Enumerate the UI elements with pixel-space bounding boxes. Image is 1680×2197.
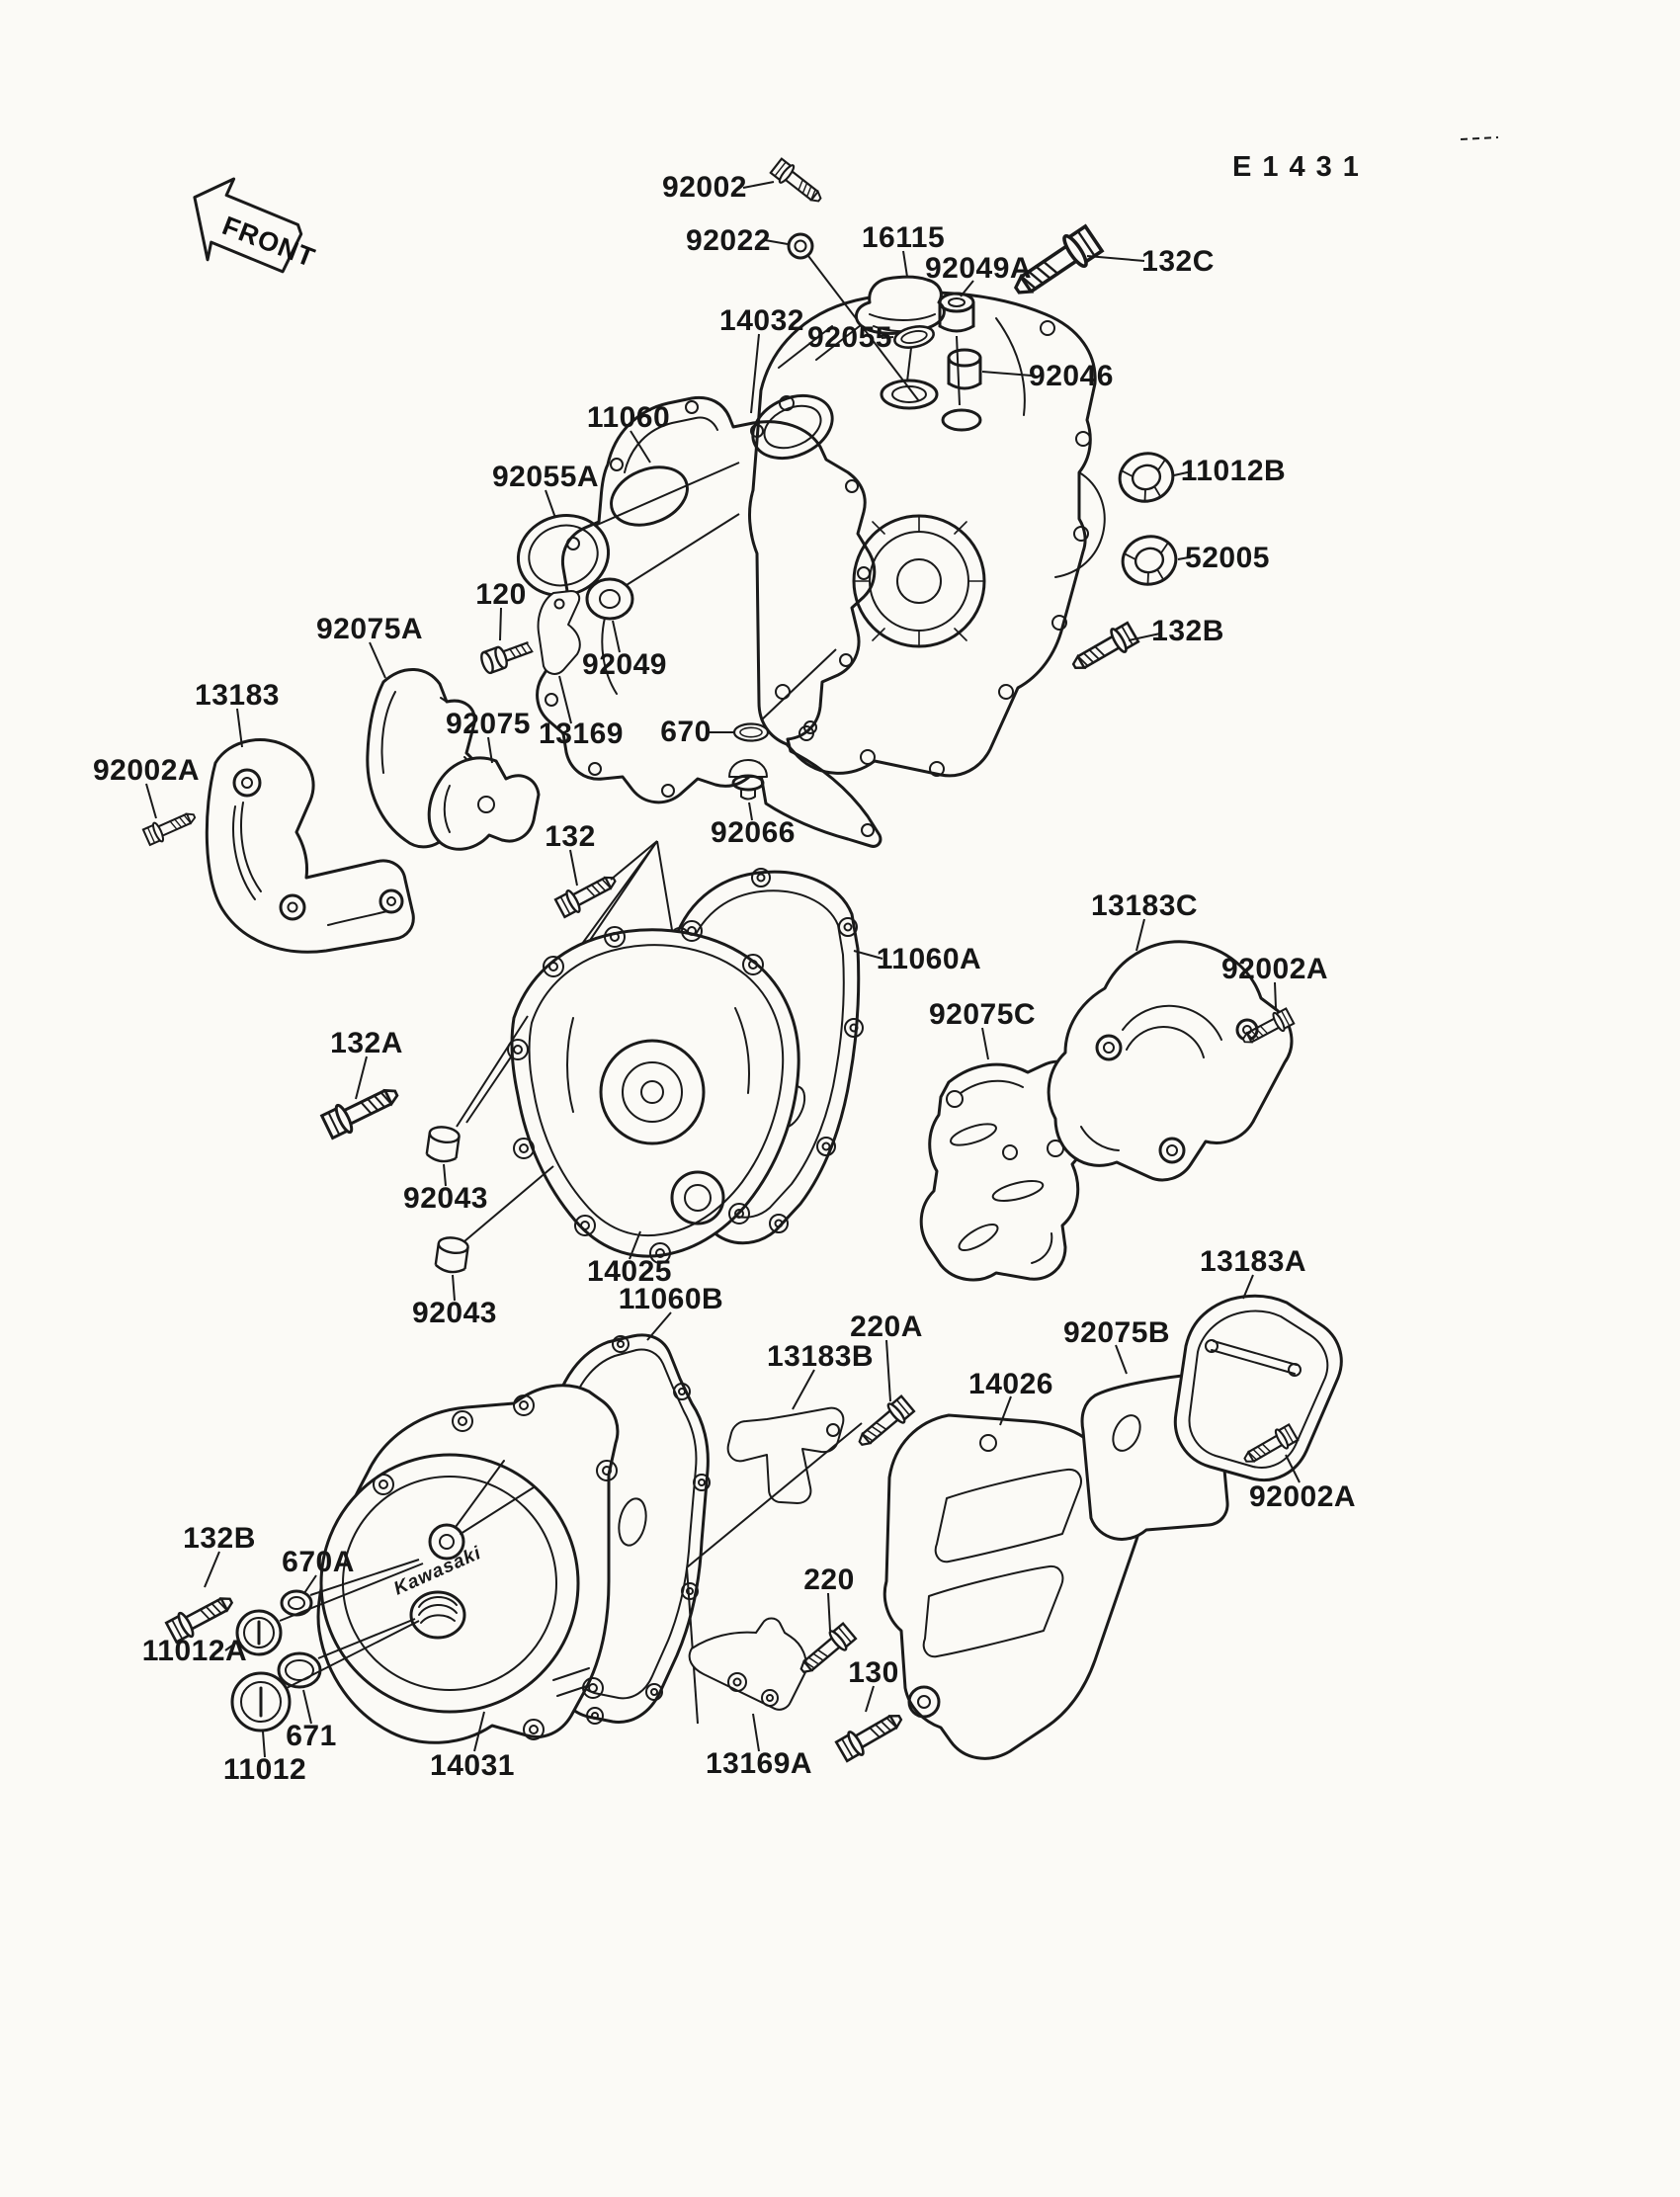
part-label-11012B: 11012B (1180, 455, 1287, 487)
part-label-14026: 14026 (968, 1368, 1053, 1400)
part-label-92002A-middle: 92002A (1220, 953, 1329, 985)
part-label-220: 220 (803, 1563, 855, 1596)
part-label-132B-bottom: 132B (183, 1522, 256, 1555)
part-label-132A: 132A (330, 1027, 403, 1059)
nut-92022 (789, 234, 812, 258)
part-label-670A: 670A (282, 1546, 355, 1578)
collar-92043-upper (426, 1126, 461, 1163)
part-label-130: 130 (848, 1656, 899, 1689)
front-label: FRONT (217, 211, 320, 274)
bolt-132A (321, 1080, 403, 1141)
front-direction-marker (178, 169, 331, 292)
bottom-cover-assembly (165, 1296, 1341, 1762)
part-label-16115: 16115 (861, 221, 946, 254)
part-label-11060A: 11060A (876, 943, 982, 975)
part-label-11060B: 11060B (618, 1283, 724, 1315)
cap-11012 (232, 1673, 290, 1731)
part-label-92075A: 92075A (315, 613, 424, 645)
part-label-92075: 92075 (446, 708, 531, 740)
part-label-14032: 14032 (719, 304, 804, 337)
part-label-92043-lower: 92043 (412, 1297, 497, 1329)
collar-92043-lower (435, 1236, 469, 1274)
part-label-92049A: 92049A (924, 252, 1033, 285)
clutch-cover-14025 (508, 921, 798, 1263)
part-label-92002: 92002 (662, 171, 747, 204)
lever-13169A (690, 1619, 806, 1710)
diagram-code: E1431 (1232, 151, 1370, 183)
part-label-92046: 92046 (1029, 360, 1114, 392)
bolt-130 (835, 1707, 906, 1763)
part-label-13183A: 13183A (1199, 1245, 1307, 1278)
part-label-11060: 11060 (586, 401, 671, 434)
part-label-13183B: 13183B (766, 1340, 875, 1373)
part-label-52005: 52005 (1185, 542, 1270, 574)
bracket-13183B (728, 1408, 844, 1503)
part-label-13169: 13169 (539, 718, 624, 750)
part-label-92075C: 92075C (928, 998, 1037, 1031)
bolt-132B-top (1068, 621, 1139, 677)
part-label-92002A-left: 92002A (92, 754, 201, 787)
part-label-11012A: 11012A (141, 1635, 248, 1667)
part-label-13169A: 13169A (705, 1747, 813, 1780)
brand-script: Kawasaki (390, 1542, 485, 1600)
part-label-92043-upper: 92043 (403, 1182, 488, 1215)
part-label-120: 120 (475, 578, 527, 611)
part-label-13183C: 13183C (1090, 889, 1199, 922)
part-label-92055A: 92055A (491, 461, 600, 493)
part-label-132B-top: 132B (1151, 615, 1224, 647)
part-label-14025: 14025 (587, 1255, 672, 1288)
bolt-120 (479, 636, 535, 674)
part-label-670: 670 (660, 716, 712, 748)
part-label-92049: 92049 (582, 648, 667, 681)
part-label-220A: 220A (850, 1310, 923, 1343)
bracket-13169 (539, 591, 580, 674)
bearing-52005 (1118, 531, 1181, 590)
generator-cover-14031 (318, 1386, 618, 1743)
part-label-14031: 14031 (430, 1749, 515, 1782)
part-label-11012: 11012 (222, 1753, 307, 1786)
part-label-92066: 92066 (711, 816, 796, 849)
part-label-92022: 92022 (686, 224, 771, 257)
part-label-92075B: 92075B (1062, 1316, 1171, 1349)
plate-13183A (1175, 1296, 1341, 1479)
seal-92049-part (587, 579, 632, 619)
part-label-13183: 13183 (195, 679, 280, 712)
registration-dashes (1461, 137, 1498, 139)
oring-670A-part (282, 1591, 311, 1615)
seal-11012B (1115, 448, 1178, 507)
part-label-92002A-bottom: 92002A (1248, 1480, 1357, 1513)
bolt-92002 (770, 157, 826, 208)
part-label-671: 671 (286, 1720, 337, 1752)
part-label-132C: 132C (1141, 245, 1215, 278)
damper-92075 (429, 758, 539, 849)
part-label-92055: 92055 (807, 321, 892, 354)
oring-670 (734, 724, 768, 741)
part-label-132: 132 (545, 820, 596, 853)
middle-cover-assembly (321, 869, 1295, 1280)
bolt-92002A-left (142, 806, 198, 846)
